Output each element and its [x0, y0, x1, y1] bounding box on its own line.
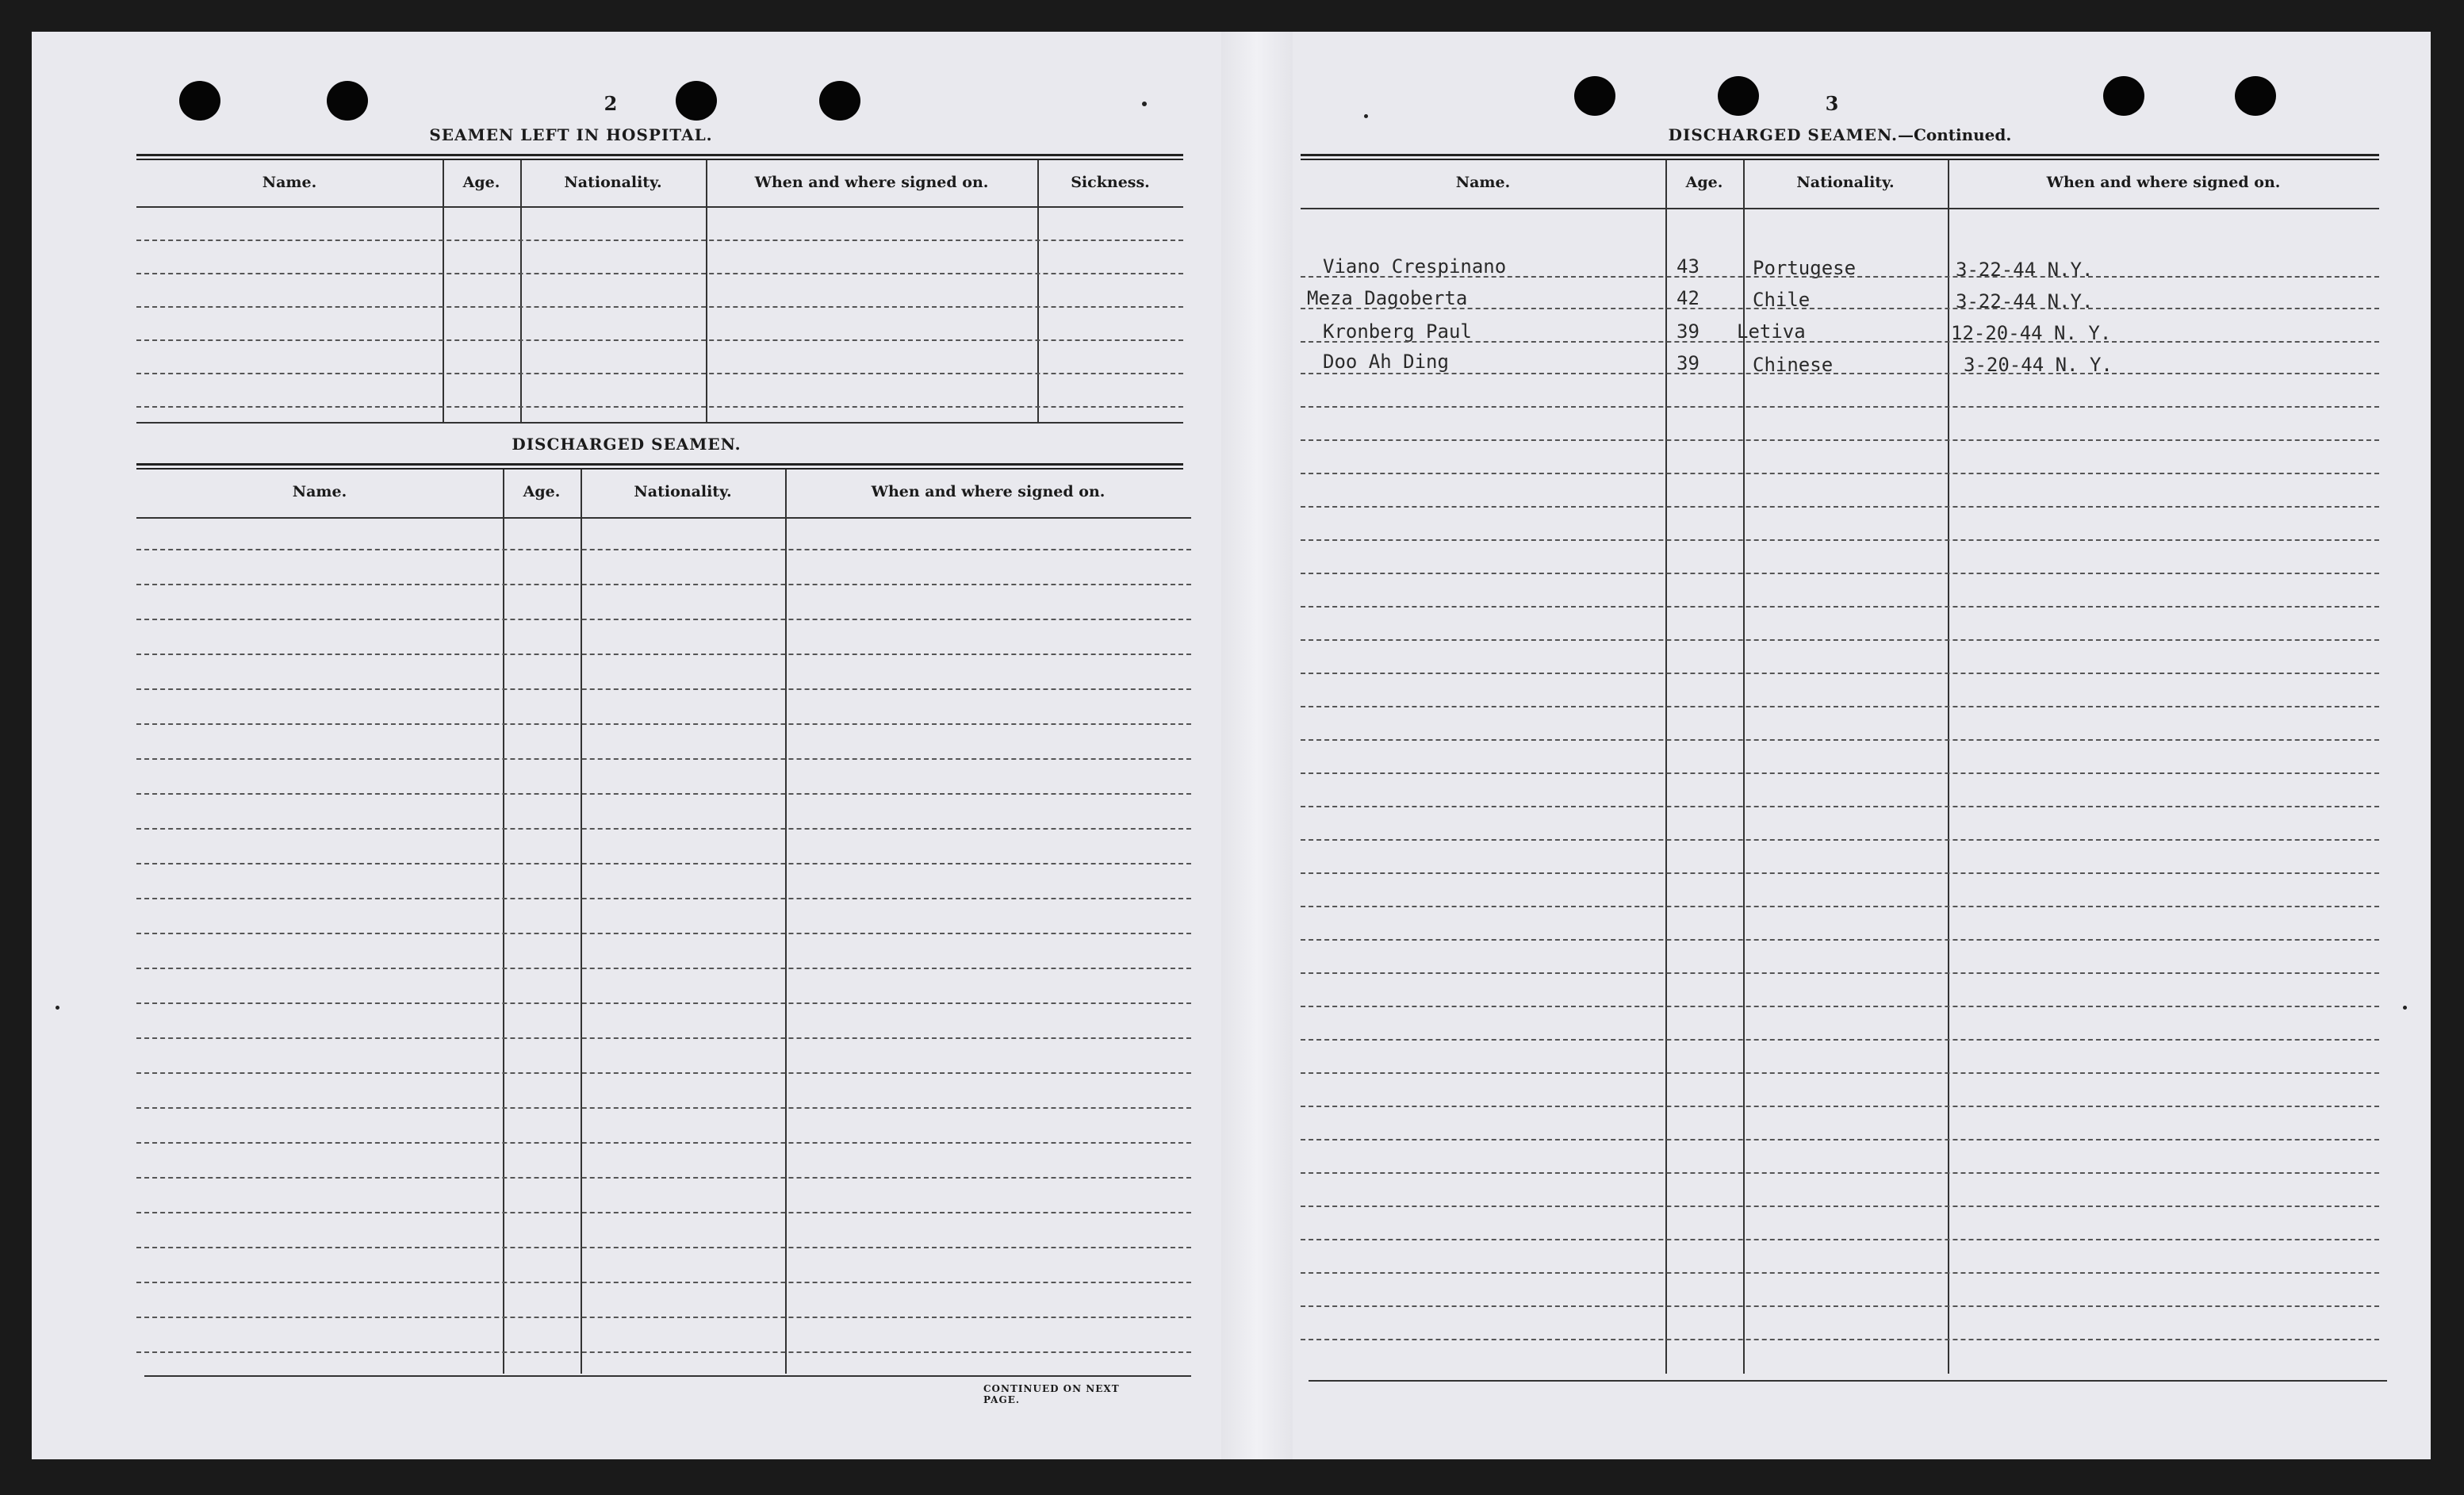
- row-signed-on: 3-20-44 N. Y.: [1964, 354, 2113, 376]
- top-rule: [136, 154, 1183, 160]
- row-nationality: Chile: [1753, 289, 1811, 311]
- discharged-header-signed-on: When and where signed on.: [871, 483, 1106, 500]
- hospital-header-age: Age.: [462, 174, 500, 191]
- discharged-continued-title: [1602, 125, 2078, 144]
- continued-suffix: —Continued.: [1897, 125, 2012, 144]
- punch-hole: [1574, 76, 1615, 116]
- discharged-table-right: [1301, 160, 2379, 1374]
- hospital-table: [136, 160, 1183, 422]
- punch-hole: [819, 81, 860, 121]
- hospital-header-nationality: Nationality.: [564, 174, 662, 191]
- right-header-signed-on: When and where signed on.: [2046, 174, 2281, 191]
- row-name: Doo Ah Ding: [1323, 351, 1449, 373]
- ink-speck: [56, 1006, 59, 1010]
- left-page: [103, 32, 1158, 1459]
- row-nationality: Portugese: [1753, 257, 1857, 279]
- punch-hole: [1718, 76, 1759, 116]
- right-top-rule: [1301, 154, 2379, 160]
- hospital-bottom-rule: [136, 422, 1183, 424]
- discharged-top-rule: [136, 463, 1183, 470]
- row-signed-on: 3-22-44 N.Y.: [1956, 290, 2094, 312]
- document-sheet: [32, 32, 2431, 1459]
- binding-gutter: [1221, 32, 1293, 1459]
- discharged-section-title: DISCHARGED SEAMEN.: [512, 435, 741, 454]
- punch-hole: [2235, 76, 2276, 116]
- right-header-name: Name.: [1455, 174, 1511, 191]
- hospital-section-title: SEAMEN LEFT IN HOSPITAL.: [429, 125, 713, 144]
- left-bottom-rule: [144, 1375, 1191, 1377]
- right-header-nationality: Nationality.: [1796, 174, 1895, 191]
- page-number: 2: [604, 92, 618, 115]
- right-page: [1301, 32, 2387, 1459]
- row-age: 42: [1677, 287, 1700, 309]
- row-nationality: Chinese: [1753, 354, 1834, 376]
- row-name: Kronberg Paul: [1323, 320, 1472, 343]
- row-age: 39: [1677, 320, 1700, 343]
- ink-speck: [2403, 1006, 2407, 1010]
- page-number: 3: [1825, 92, 1839, 115]
- punch-hole: [179, 81, 220, 121]
- row-age: 39: [1677, 352, 1700, 374]
- punch-hole: [2103, 76, 2144, 116]
- hospital-header-name: Name.: [262, 174, 317, 191]
- right-bottom-rule: [1309, 1380, 2387, 1382]
- continued-note: CONTINUED ON NEXT PAGE.: [983, 1383, 1120, 1405]
- discharged-table-left: [136, 470, 1191, 1374]
- right-header-age: Age.: [1685, 174, 1723, 191]
- row-nationality: Letiva: [1737, 320, 1806, 343]
- row-signed-on: 12-20-44 N. Y.: [1951, 322, 2112, 344]
- hospital-header-sickness: Sickness.: [1071, 174, 1150, 191]
- discharged-header-name: Name.: [292, 483, 347, 500]
- punch-hole: [676, 81, 717, 121]
- row-signed-on: 3-22-44 N.Y.: [1956, 259, 2094, 281]
- row-name: Meza Dagoberta: [1307, 287, 1468, 309]
- ink-speck: [1142, 102, 1147, 106]
- row-name: Viano Crespinano: [1323, 255, 1507, 278]
- discharged-continued-title-main: DISCHARGED SEAMEN.: [1668, 125, 1898, 144]
- row-age: 43: [1677, 255, 1700, 278]
- hospital-header-signed-on: When and where signed on.: [754, 174, 989, 191]
- discharged-header-age: Age.: [523, 483, 561, 500]
- punch-hole: [327, 81, 368, 121]
- discharged-header-nationality: Nationality.: [634, 483, 732, 500]
- ink-speck: [1364, 114, 1368, 118]
